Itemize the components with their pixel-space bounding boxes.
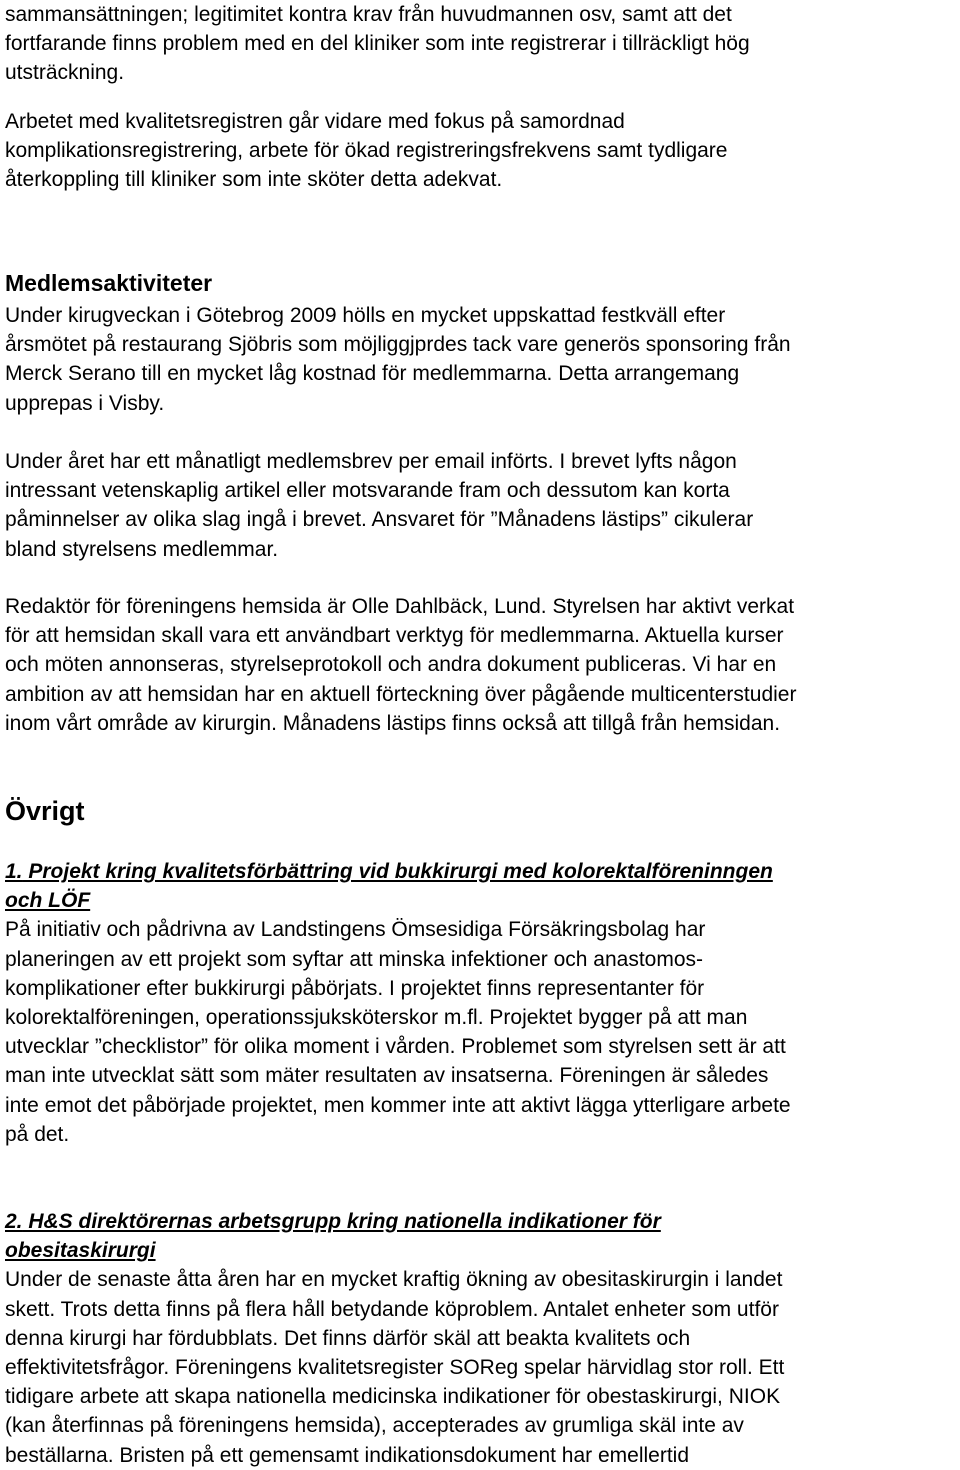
text-line: På initiativ och pådrivna av Landstingens Ömsesidiga Försäkringsbolag har	[5, 918, 706, 942]
text-line: beställarna. Bristen på ett gemensamt indikationsdokument har emellertid	[5, 1443, 690, 1467]
text-line: komplikationsregistrering, arbete för ökad registreringsfrekvens samt tydligare	[5, 139, 728, 163]
intro-continued-paragraph	[5, 0, 955, 88]
item-2-title-line-1: H&S direktörernas arbetsgrupp kring nationella indikationer för	[22, 1210, 661, 1233]
item-2-number: 2.	[5, 1210, 23, 1233]
text-line: Under kirugveckan i Götebrog 2009 hölls en mycket uppskattad festkväll efter	[5, 304, 726, 327]
item-1-title	[5, 857, 955, 886]
text-line: Arbetet med kvalitetsregistren går vidare med fokus på samordnad	[5, 110, 625, 133]
item-1-title-line-1: Projekt kring kvalitetsförbättring vid bukkirurgi med kolorektalföreninngen	[22, 860, 773, 883]
text-line: årsmötet på restaurang Sjöbris som möjliggjprdes tack vare generös sponsoring från	[5, 333, 791, 357]
text-line: effektivitetsfrågor. Föreningens kvalitetsregister SOReg spelar härvidlag stor roll. Ett	[5, 1356, 785, 1380]
text-line: sammansättningen; legitimitet kontra krav från huvudmannen osv, samt att det	[5, 3, 732, 26]
text-line: upprepas i Visby.	[5, 391, 165, 415]
text-line: komplikationer efter bukkirurgi påbörjats. I projektet finns representanter för	[5, 976, 705, 1000]
medlemsaktiviteter-paragraph-1	[5, 301, 955, 418]
text-line: och möten annonseras, styrelseprotokoll och andra dokument publiceras. Vi har en	[5, 653, 777, 677]
text-line: utvecklar ”checklistor” för olika moment i vården. Problemet som styrelsen sett är att	[5, 1035, 786, 1059]
text-line: Merck Serano till en mycket låg kostnad för medlemmarna. Detta arrangemang	[5, 362, 740, 386]
text-line: (kan återfinnas på föreningens hemsida), accepterades av grumliga skäl inte av	[5, 1414, 744, 1438]
ovrigt-item-1	[5, 857, 955, 1149]
ovrigt-item-2	[5, 1207, 955, 1470]
text-line: intressant vetenskaplig artikel eller motsvarande fram och dessutom kan korta	[5, 479, 730, 503]
text-line: ambition av att hemsidan har en aktuell förteckning över pågående multicenterstudier	[5, 682, 797, 706]
text-line: bland styrelsens medlemmar.	[5, 537, 279, 561]
text-line: kolorektalföreningen, operationssjuksköterskor m.fl. Projektet bygger på att man	[5, 1006, 748, 1030]
text-line: man inte utvecklat sätt som mäter resultaten av insatserna. Föreningen är således	[5, 1064, 769, 1088]
medlemsaktiviteter-paragraph-2	[5, 447, 955, 564]
text-line: fortfarande finns problem med en del kliniker som inte registrerar i tillräckligt hög	[5, 32, 750, 56]
text-line: skett. Trots detta finns på flera håll betydande köproblem. Antalet enheter som utför	[5, 1297, 779, 1321]
item-2-title	[5, 1207, 955, 1236]
ovrigt-section	[5, 795, 955, 827]
text-line: Under de senaste åtta åren har en mycket kraftig ökning av obesitaskirurgin i landet	[5, 1268, 783, 1292]
medlemsaktiviteter-section	[5, 269, 955, 298]
item-1-title-continued	[5, 886, 955, 915]
text-line: utsträckning.	[5, 61, 125, 85]
text-line: på det.	[5, 1122, 70, 1146]
item-2-title-line-2: obesitaskirurgi	[5, 1239, 156, 1263]
section-heading-medlemsaktiviteter: Medlemsaktiviteter	[5, 270, 213, 296]
text-line: planeringen av ett projekt som syftar att minska infektioner och anastomos-	[5, 947, 704, 971]
text-line: återkoppling till kliniker som inte sköter detta adekvat.	[5, 168, 503, 192]
item-1-number: 1.	[5, 860, 23, 883]
text-line: tidigare arbete att skapa nationella medicinska indikationer för obestaskirurgi, NIOK	[5, 1385, 781, 1409]
text-line: Under året har ett månatligt medlemsbrev per email införts. I brevet lyfts någon	[5, 450, 737, 473]
text-line: Redaktör för föreningens hemsida är Olle Dahlbäck, Lund. Styrelsen har aktivt verkat	[5, 595, 795, 618]
text-line: inte emot det påbörjade projektet, men kommer inte att aktivt lägga ytterligare arbete	[5, 1093, 791, 1117]
section-heading-ovrigt: Övrigt	[5, 796, 85, 826]
intro-paragraph-2	[5, 107, 955, 195]
medlemsaktiviteter-paragraph-3	[5, 592, 955, 738]
text-line: inom vårt område av kirurgin. Månadens lästips finns också att tillgå från hemsidan.	[5, 711, 781, 735]
item-2-title-continued	[5, 1236, 955, 1265]
text-line: för att hemsidan skall vara ett användbart verktyg för medlemmarna. Aktuella kurser	[5, 624, 784, 648]
text-line: denna kirurgi har fördubblats. Det finns därför skäl att beakta kvalitets och	[5, 1326, 691, 1350]
item-1-title-line-2: och LÖF	[5, 889, 91, 913]
text-line: påminnelser av olika slag ingå i brevet. Ansvaret för ”Månadens lästips” cikulerar	[5, 508, 754, 532]
